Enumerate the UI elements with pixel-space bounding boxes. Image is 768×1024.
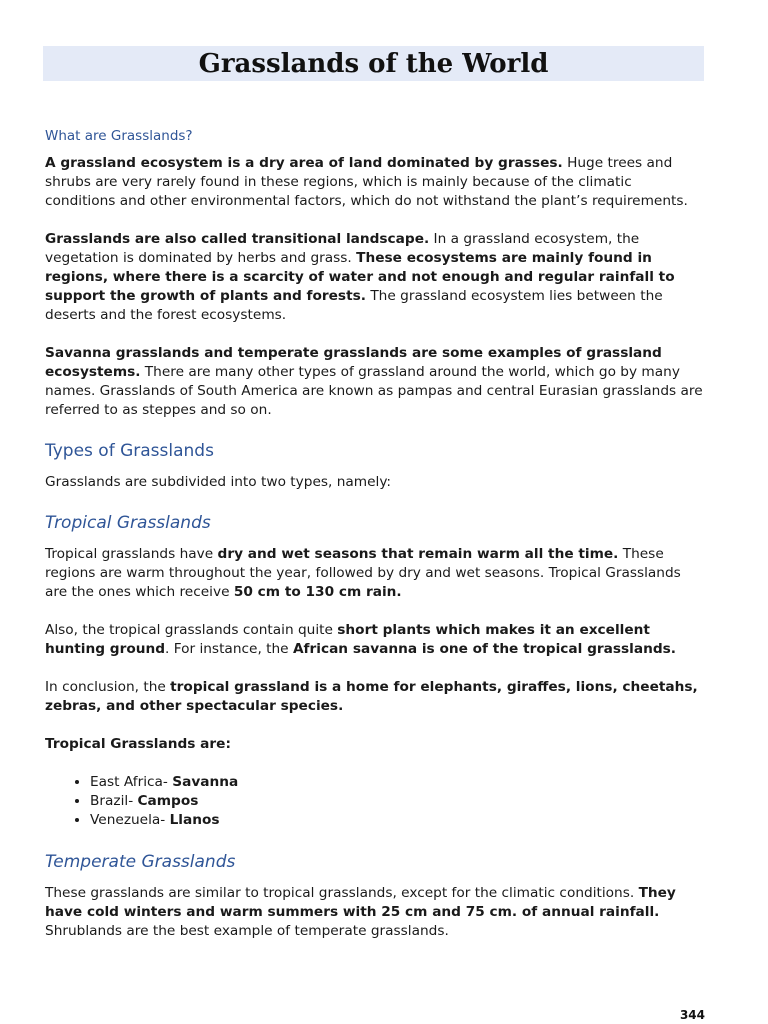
section-heading-tropical: Tropical Grasslands bbox=[45, 513, 211, 533]
paragraph-tropical-plants: Also, the tropical grasslands contain quite short plants which makes it an excellent hunting ground. For instance, the African savanna is one of the tropical grasslands. bbox=[45, 622, 676, 657]
tropical-list-heading: Tropical Grasslands are: bbox=[45, 736, 231, 752]
page-title: Grasslands of the World bbox=[198, 49, 549, 79]
bold-run: Savanna grasslands and temperate grasslands are some examples of grassland ecosystems. bbox=[45, 345, 662, 380]
bold-run: 50 cm to 130 cm rain. bbox=[233, 584, 402, 600]
section-heading-types: Types of Grasslands bbox=[45, 441, 214, 461]
title-banner bbox=[43, 46, 704, 81]
paragraph-transitional: Grasslands are also called transitional landscape. In a grassland ecosystem, the vegetation is dominated by herbs and grass. These ecosystems are mainly found in regions, where there is a scarcity of water and not enough and regular rainfall to support the growth of plants and forests. The grassland ecosystem lies between the deserts and the forest ecosystems. bbox=[45, 231, 675, 323]
page-number: 344 bbox=[679, 1008, 705, 1022]
paragraph-temperate: These grasslands are similar to tropical grasslands, except for the climatic conditions. They have cold winters and warm summers with 25 cm and 75 cm. of annual rainfall. Shrublands are the best example of temperate grasslands. bbox=[45, 885, 676, 939]
bold-run: They have cold winters and warm summers with 25 cm and 75 cm. of annual rainfall. bbox=[45, 885, 676, 920]
bold-run: dry and wet seasons that remain warm all the time. bbox=[217, 546, 619, 562]
bold-run: short plants which makes it an excellent hunting ground bbox=[45, 622, 650, 657]
section-heading-what: What are Grasslands? bbox=[45, 128, 193, 144]
paragraph-types-intro: Grasslands are subdivided into two types, namely: bbox=[45, 474, 392, 490]
bold-run: A grassland ecosystem is a dry area of land dominated by grasses. bbox=[45, 155, 563, 171]
paragraph-examples: Savanna grasslands and temperate grasslands are some examples of grassland ecosystems. There are many other types of grassland around the world, which go by many names. Grasslands of South America are known as pampas and central Eurasian grasslands are referred to as steppes and so on. bbox=[45, 345, 703, 418]
paragraph-tropical-climate: Tropical grasslands have dry and wet seasons that remain warm all the time. These regions are warm throughout the year, followed by dry and wet seasons. Tropical Grasslands are the ones which receive 50 cm to 130 cm rain. bbox=[45, 546, 681, 600]
bold-run: These ecosystems are mainly found in regions, where there is a scarcity of water and not enough and regular rainfall to support the growth of plants and forests. bbox=[45, 250, 675, 304]
tropical-grasslands-list bbox=[45, 773, 705, 830]
list-item: • East Africa- Savanna bbox=[90, 773, 705, 792]
list-item: • Venezuela- Llanos bbox=[90, 811, 705, 830]
main-content bbox=[45, 126, 705, 960]
list-item: • Brazil- Campos bbox=[90, 792, 705, 811]
bold-run: Grasslands are also called transitional landscape. bbox=[45, 231, 430, 247]
bold-run: tropical grassland is a home for elephants, giraffes, lions, cheetahs, zebras, and other spectacular species. bbox=[45, 679, 698, 714]
paragraph-tropical-conclusion: In conclusion, the tropical grassland is a home for elephants, giraffes, lions, cheetahs, zebras, and other spectacular species. bbox=[45, 679, 698, 714]
section-heading-temperate: Temperate Grasslands bbox=[45, 852, 236, 872]
bold-run: African savanna is one of the tropical grasslands. bbox=[292, 641, 676, 657]
paragraph-definition: A grassland ecosystem is a dry area of land dominated by grasses. Huge trees and shrubs are very rarely found in these regions, which is mainly because of the climatic conditions and other environmental factors, which do not withstand the plant’s requirements. bbox=[45, 155, 688, 209]
